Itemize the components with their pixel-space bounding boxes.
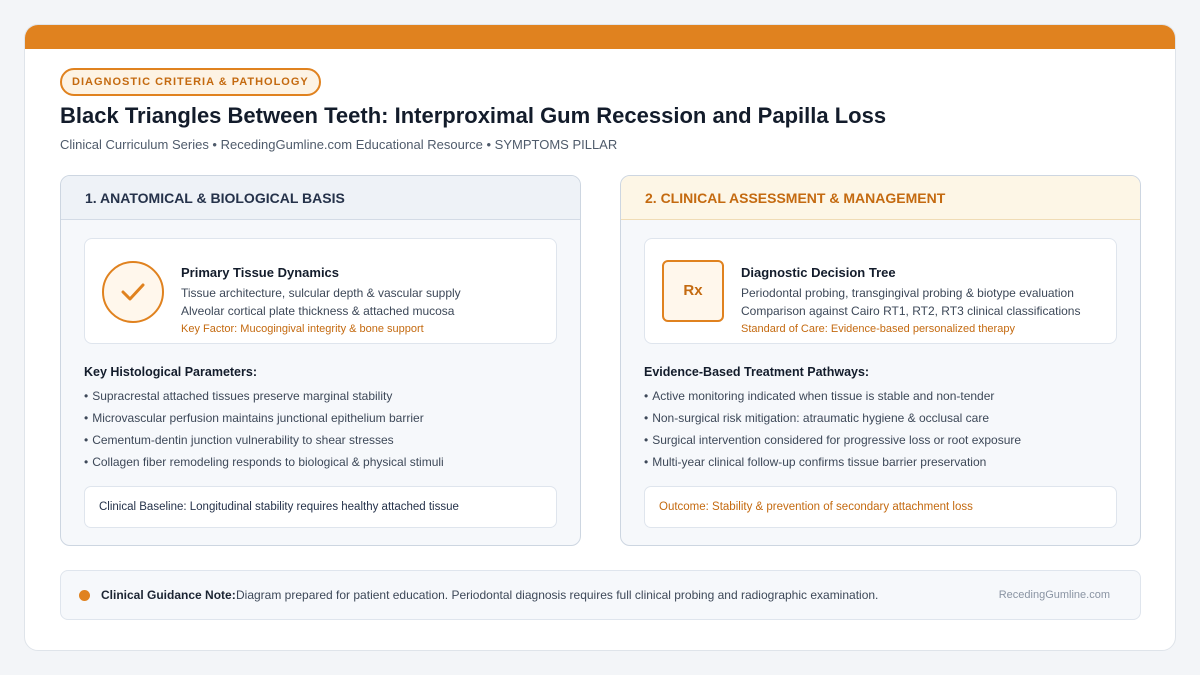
rx-icon: Rx bbox=[662, 260, 724, 322]
accent-bar bbox=[25, 25, 1175, 49]
list-item: • Multi-year clinical follow-up confirms tissue barrier preservation bbox=[644, 454, 1021, 476]
category-tag: DIAGNOSTIC CRITERIA & PATHOLOGY bbox=[60, 68, 321, 96]
anatomical-basis-panel bbox=[60, 175, 581, 546]
bullet-dot-icon bbox=[79, 590, 90, 601]
parameter-list bbox=[84, 388, 444, 476]
feature-box bbox=[644, 238, 1117, 344]
clinical-guidance-note bbox=[60, 570, 1141, 620]
outcome-box: Outcome: Stability & prevention of secondary attachment loss bbox=[644, 486, 1117, 528]
page-title: Black Triangles Between Teeth: Interproximal Gum Recession and Papilla Loss bbox=[60, 103, 887, 128]
brand-label: RecedingGumline.com bbox=[998, 589, 1110, 601]
list-item: • Active monitoring indicated when tissue is stable and non-tender bbox=[644, 388, 1021, 410]
list-item: • Non-surgical risk mitigation: atraumatic hygiene & occlusal care bbox=[644, 410, 1021, 432]
feature-line: Alveolar cortical plate thickness & attached mucosa bbox=[181, 304, 455, 318]
feature-line: Periodontal probing, transgingival probing & biotype evaluation bbox=[741, 286, 1074, 300]
feature-box bbox=[84, 238, 557, 344]
feature-line: Comparison against Cairo RT1, RT2, RT3 clinical classifications bbox=[741, 304, 1081, 318]
clinical-assessment-panel bbox=[620, 175, 1141, 546]
page-subtitle: Clinical Curriculum Series • RecedingGumline.com Educational Resource • SYMPTOMS PILLAR bbox=[60, 137, 618, 152]
list-title: Key Histological Parameters: bbox=[84, 365, 257, 379]
panel-heading: 1. ANATOMICAL & BIOLOGICAL BASIS bbox=[61, 176, 580, 220]
note-label: Clinical Guidance Note: bbox=[101, 588, 236, 602]
list-item: • Collagen fiber remodeling responds to biological & physical stimuli bbox=[84, 454, 444, 476]
feature-title: Primary Tissue Dynamics bbox=[181, 265, 340, 280]
feature-standard-of-care: Standard of Care: Evidence-based personalized therapy bbox=[741, 323, 1015, 335]
checkmark-circle-icon bbox=[102, 261, 164, 323]
list-item: • Microvascular perfusion maintains junctional epithelium barrier bbox=[84, 410, 444, 432]
list-item: • Surgical intervention considered for progressive loss or root exposure bbox=[644, 432, 1021, 454]
list-item: • Cementum-dentin junction vulnerability to shear stresses bbox=[84, 432, 444, 454]
infographic-card bbox=[24, 24, 1176, 651]
list-item: • Supracrestal attached tissues preserve marginal stability bbox=[84, 388, 444, 410]
treatment-pathway-list bbox=[644, 388, 1021, 476]
clinical-baseline-box: Clinical Baseline: Longitudinal stability requires healthy attached tissue bbox=[84, 486, 557, 528]
list-title: Evidence-Based Treatment Pathways: bbox=[644, 365, 870, 379]
feature-title: Diagnostic Decision Tree bbox=[741, 265, 896, 280]
panel-heading: 2. CLINICAL ASSESSMENT & MANAGEMENT bbox=[621, 176, 1140, 220]
feature-key-factor: Key Factor: Mucogingival integrity & bone support bbox=[181, 323, 424, 335]
note-text: Diagram prepared for patient education. Periodontal diagnosis requires full clinical probing and radiographic examination. bbox=[236, 588, 879, 602]
feature-line: Tissue architecture, sulcular depth & vascular supply bbox=[181, 286, 461, 300]
